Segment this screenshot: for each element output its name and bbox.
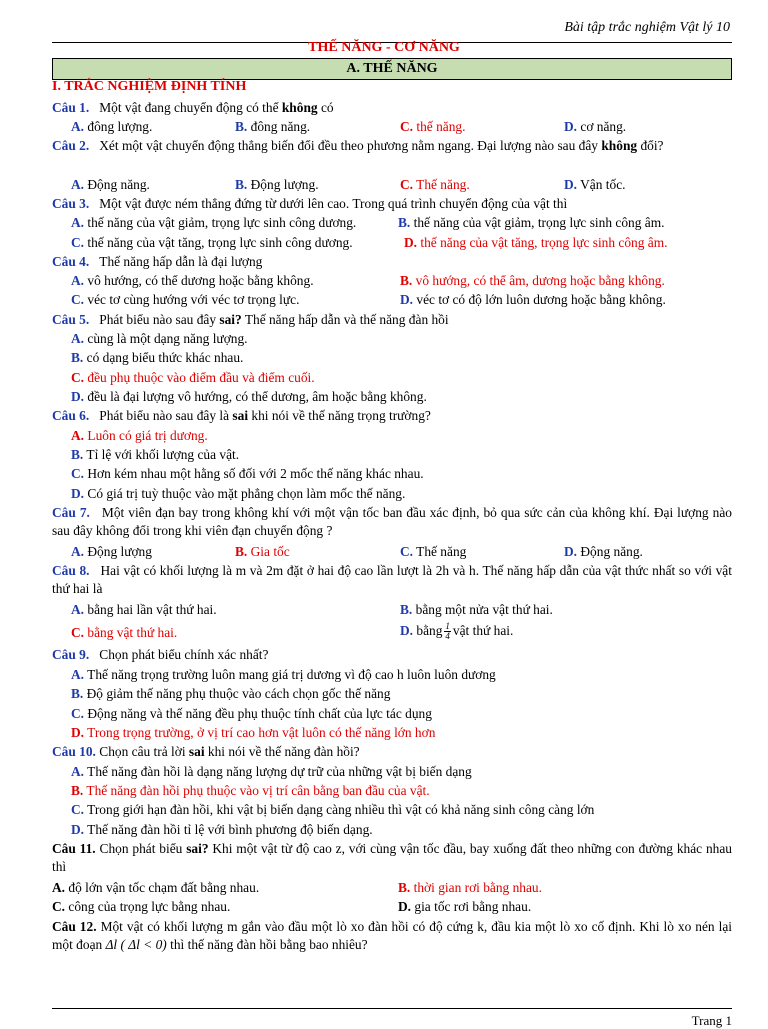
option-6b: B. Tỉ lệ với khối lượng của vật. — [71, 447, 240, 462]
option-8b: B. bằng một nửa vật thứ hai. — [400, 602, 553, 617]
option-11b: B. thời gian rơi bằng nhau. — [398, 880, 542, 895]
option-10d: D. Thế năng đàn hồi tỉ lệ với bình phương độ biến dạng. — [71, 822, 373, 837]
option-11d: D. gia tốc rơi bằng nhau. — [398, 899, 532, 914]
question-9: Câu 9. Chọn phát biểu chính xác nhất? — [52, 647, 269, 662]
option-10a: A. Thế năng đàn hồi là dạng năng lượng dự trữ của những vật bị biến dạng — [71, 764, 472, 779]
question-12: Câu 12. Một vật có khối lượng m gắn vào đầu một lò xo đàn hồi có độ cứng k, đầu kia một lò xo cố định. Khi lò xo nén lại một đoạn Δl ( Δl < 0) thì thế năng đàn hồi bằng bao nhiêu? — [52, 919, 732, 952]
option-2b: B. Động lượng. — [235, 177, 319, 192]
option-5c: C. đều phụ thuộc vào điểm đầu và điểm cuối. — [71, 370, 315, 385]
header-text: Bài tập trắc nghiệm Vật lý 10 — [564, 20, 730, 35]
section-heading: I. TRẮC NGHIỆM ĐỊNH TÍNH — [52, 79, 247, 94]
option-11c: C. công của trọng lực bằng nhau. — [52, 899, 231, 914]
option-7a: A. Động lượng — [71, 544, 152, 559]
question-2: Câu 2. Xét một vật chuyển động thẳng biến đổi đều theo phương nằm ngang. Đại lượng nào sau đây không đổi? — [52, 138, 664, 153]
option-2d: D. Vận tốc. — [564, 177, 626, 192]
question-7: Câu 7. Một viên đạn bay trong không khí với một vận tốc ban đầu xác định, bỏ qua sức cản của không khí. Đại lượng nào sau đây không đổi trong khi viên đạn chuyển động ? — [52, 505, 732, 538]
option-5d: D. đều là đại lượng vô hướng, có thể dương, âm hoặc bằng không. — [71, 389, 427, 404]
option-9c: C. Động năng và thế năng đều phụ thuộc tính chất của lực tác dụng — [71, 706, 432, 721]
option-7b: B. Gia tốc — [235, 544, 290, 559]
question-3: Câu 3. Một vật được ném thẳng đứng từ dưới lên cao. Trong quá trình chuyển động của vật thì — [52, 196, 568, 211]
option-7d: D. Động năng. — [564, 544, 643, 559]
fraction-one-quarter: $\frac{1}{4}$ — [445, 621, 450, 642]
footer-rule — [52, 1008, 732, 1009]
option-8d: D. bằng $\frac{1}{4}$ vật thứ hai. — [400, 621, 514, 642]
question-10: Câu 10. Chọn câu trả lời sai khi nói về thế năng đàn hồi? — [52, 744, 360, 759]
option-1d: D. cơ năng. — [564, 119, 627, 134]
question-11: Câu 11. Chọn phát biểu sai? Khi một vật từ độ cao z, với cùng vận tốc đầu, bay xuống đất theo những con đường khác nhau thì — [52, 841, 732, 874]
option-10b: B. Thế năng đàn hồi phụ thuộc vào vị trí cân bằng ban đầu của vật. — [71, 783, 430, 798]
subtitle-box: A. THẾ NĂNG — [52, 58, 732, 80]
page-number: Trang 1 — [691, 1013, 732, 1028]
option-4d: D. véc tơ có độ lớn luôn dương hoặc bằng không. — [400, 292, 666, 307]
option-4c: C. véc tơ cùng hướng với véc tơ trọng lực. — [71, 292, 300, 307]
option-2c: C. Thế năng. — [400, 177, 470, 192]
option-4a: A. vô hướng, có thể dương hoặc bằng không. — [71, 273, 314, 288]
option-5a: A. cùng là một dạng năng lượng. — [71, 331, 248, 346]
option-9a: A. Thế năng trọng trường luôn mang giá trị dương vì độ cao h luôn luôn dương — [71, 667, 496, 682]
option-11a: A. độ lớn vận tốc chạm đất bằng nhau. — [52, 880, 260, 895]
option-1a: A. đông lượng. — [71, 119, 153, 134]
option-4b: B. vô hướng, có thể âm, dương hoặc bằng không. — [400, 273, 665, 288]
option-5b: B. có dạng biểu thức khác nhau. — [71, 350, 244, 365]
option-6d: D. Có giá trị tuỳ thuộc vào mặt phẳng chọn làm mốc thế năng. — [71, 486, 406, 501]
question-5: Câu 5. Phát biểu nào sau đây sai? Thế năng hấp dẫn và thế năng đàn hồi — [52, 312, 449, 327]
page-title: THẾ NĂNG - CƠ NĂNG — [308, 40, 460, 55]
option-7c: C. Thế năng — [400, 544, 467, 559]
option-9b: B. Độ giảm thế năng phụ thuộc vào cách chọn gốc thế năng — [71, 686, 391, 701]
question-8: Câu 8. Hai vật có khối lượng là m và 2m đặt ở hai độ cao lần lượt là 2h và h. Thế năng hấp dẫn của vật thức nhất so với vật thứ hai là — [52, 563, 732, 596]
option-8c: C. bằng vật thứ hai. — [71, 625, 178, 640]
delta-l-expression: Δl ( Δl < 0) — [105, 937, 167, 952]
option-6c: C. Hơn kém nhau một hằng số đối với 2 mốc thế năng khác nhau. — [71, 466, 424, 481]
option-3b: B. thế năng của vật giảm, trọng lực sinh công âm. — [398, 215, 665, 230]
option-6a: A. Luôn có giá trị dương. — [71, 428, 208, 443]
question-4: Câu 4. Thế năng hấp dẫn là đại lượng — [52, 254, 263, 269]
option-1c: C. thế năng. — [400, 119, 466, 134]
option-10c: C. Trong giới hạn đàn hồi, khi vật bị biến dạng càng nhiều thì vật có khả năng sinh công càng lớn — [71, 802, 595, 817]
option-3d: D. thế năng của vật tăng, trọng lực sinh công âm. — [404, 235, 668, 250]
option-3c: C. thế năng của vật tăng, trọng lực sinh công dương. — [71, 235, 353, 250]
option-3a: A. thế năng của vật giảm, trọng lực sinh công dương. — [71, 215, 357, 230]
question-1: Câu 1. Một vật đang chuyển động có thể không có — [52, 100, 334, 115]
option-1b: B. đông năng. — [235, 119, 311, 134]
option-2a: A. Động năng. — [71, 177, 150, 192]
option-8a: A. bằng hai lần vật thứ hai. — [71, 602, 217, 617]
question-6: Câu 6. Phát biểu nào sau đây là sai khi nói về thế năng trọng trường? — [52, 408, 431, 423]
option-9d: D. Trong trọng trường, ở vị trí cao hơn vật luôn có thế năng lớn hơn — [71, 725, 436, 740]
